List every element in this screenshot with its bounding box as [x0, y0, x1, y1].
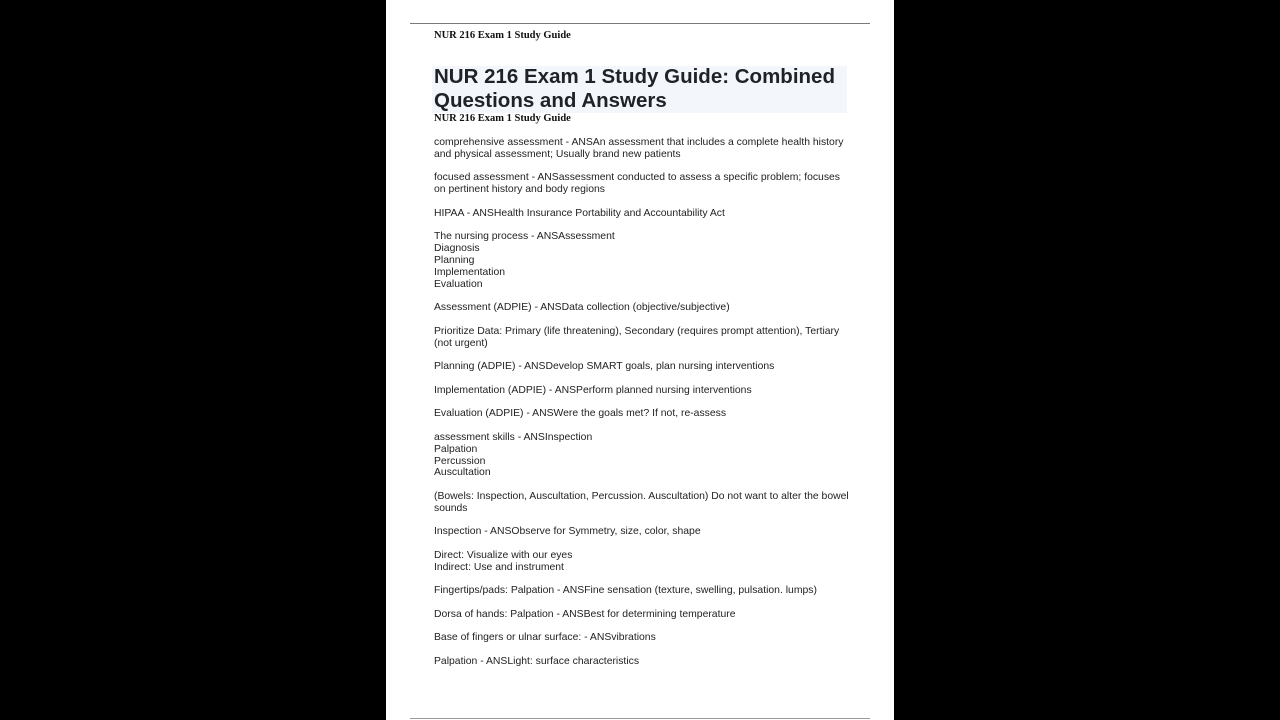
qa-entry [434, 491, 849, 515]
document-page [386, 0, 894, 720]
qa-entry-line: The nursing process - ANSAssessment [434, 231, 615, 243]
qa-entry-line: Dorsa of hands: Palpation - ANSBest for determining temperature [434, 608, 736, 620]
bottom-divider [410, 718, 870, 719]
qa-entry [434, 172, 849, 196]
qa-entry-line: sounds [434, 502, 468, 514]
qa-entry-line: (Bowels: Inspection, Auscultation, Percussion. Auscultation) Do not want to alter the bowel [434, 490, 849, 502]
qa-entry [434, 208, 849, 220]
qa-entry [434, 326, 849, 350]
qa-entry-line: comprehensive assessment - ANSAn assessment that includes a complete health history [434, 137, 844, 148]
qa-entry-line: Palpation - ANSLight: surface characteristics [434, 656, 640, 668]
qa-entry-line: Planning (ADPIE) - ANSDevelop SMART goals, plan nursing interventions [434, 361, 775, 373]
qa-entry-line: Diagnosis [434, 243, 480, 255]
qa-entry [434, 632, 849, 644]
qa-entry [434, 385, 849, 397]
qa-entry-line: Assessment (ADPIE) - ANSData collection (objective/subjective) [434, 302, 730, 314]
qa-entry [434, 302, 849, 314]
qa-entry-line: assessment skills - ANSInspection [434, 431, 593, 443]
qa-entry [434, 526, 849, 538]
running-header: NUR 216 Exam 1 Study Guide [434, 30, 571, 41]
page-title-line-2: Questions and Answers [434, 89, 667, 112]
qa-entry-line: Base of fingers or ulnar surface: - ANSvibrations [434, 632, 656, 644]
qa-entry [434, 550, 849, 574]
qa-entry-line: Evaluation [434, 278, 483, 290]
qa-entry [434, 231, 849, 290]
qa-entry [434, 408, 849, 420]
qa-entry-line: Percussion [434, 455, 486, 467]
qa-entry-line: Fingertips/pads: Palpation - ANSFine sensation (texture, swelling, pulsation. lumps) [434, 585, 817, 597]
qa-entry [434, 432, 849, 479]
qa-entry-line: Direct: Visualize with our eyes [434, 549, 573, 561]
page-title-line-1: NUR 216 Exam 1 Study Guide: Combined [434, 65, 835, 88]
qa-entry [434, 361, 849, 373]
qa-entry-line: Indirect: Use and instrument [434, 561, 564, 573]
qa-entry-line: Auscultation [434, 467, 491, 479]
page-title [434, 65, 854, 113]
qa-entry-line: and physical assessment; Usually brand new patients [434, 148, 681, 160]
qa-entry-line: (not urgent) [434, 337, 488, 349]
qa-entry-line: focused assessment - ANSassessment conducted to assess a specific problem; focuses [434, 172, 841, 184]
qa-entry [434, 585, 849, 597]
qa-entry-line: HIPAA - ANSHealth Insurance Portability and Accountability Act [434, 207, 725, 219]
qa-entry-line: Inspection - ANSObserve for Symmetry, size, color, shape [434, 526, 701, 538]
qa-entry [434, 609, 849, 621]
qa-entry-line: Palpation [434, 443, 478, 455]
qa-entry-line: Planning [434, 254, 475, 266]
qa-list [434, 137, 849, 680]
qa-entry-line: Prioritize Data: Primary (life threatening), Secondary (requires prompt attention), Tertiary [434, 325, 840, 337]
top-divider [410, 23, 870, 24]
qa-entry-line: Implementation (ADPIE) - ANSPerform planned nursing interventions [434, 384, 752, 396]
qa-entry [434, 656, 849, 668]
qa-entry-line: Implementation [434, 266, 506, 278]
subtitle: NUR 216 Exam 1 Study Guide [434, 113, 571, 124]
qa-entry-line: Evaluation (ADPIE) - ANSWere the goals met? If not, re-assess [434, 408, 727, 420]
qa-entry [434, 137, 849, 161]
qa-entry-line: on pertinent history and body regions [434, 184, 605, 196]
